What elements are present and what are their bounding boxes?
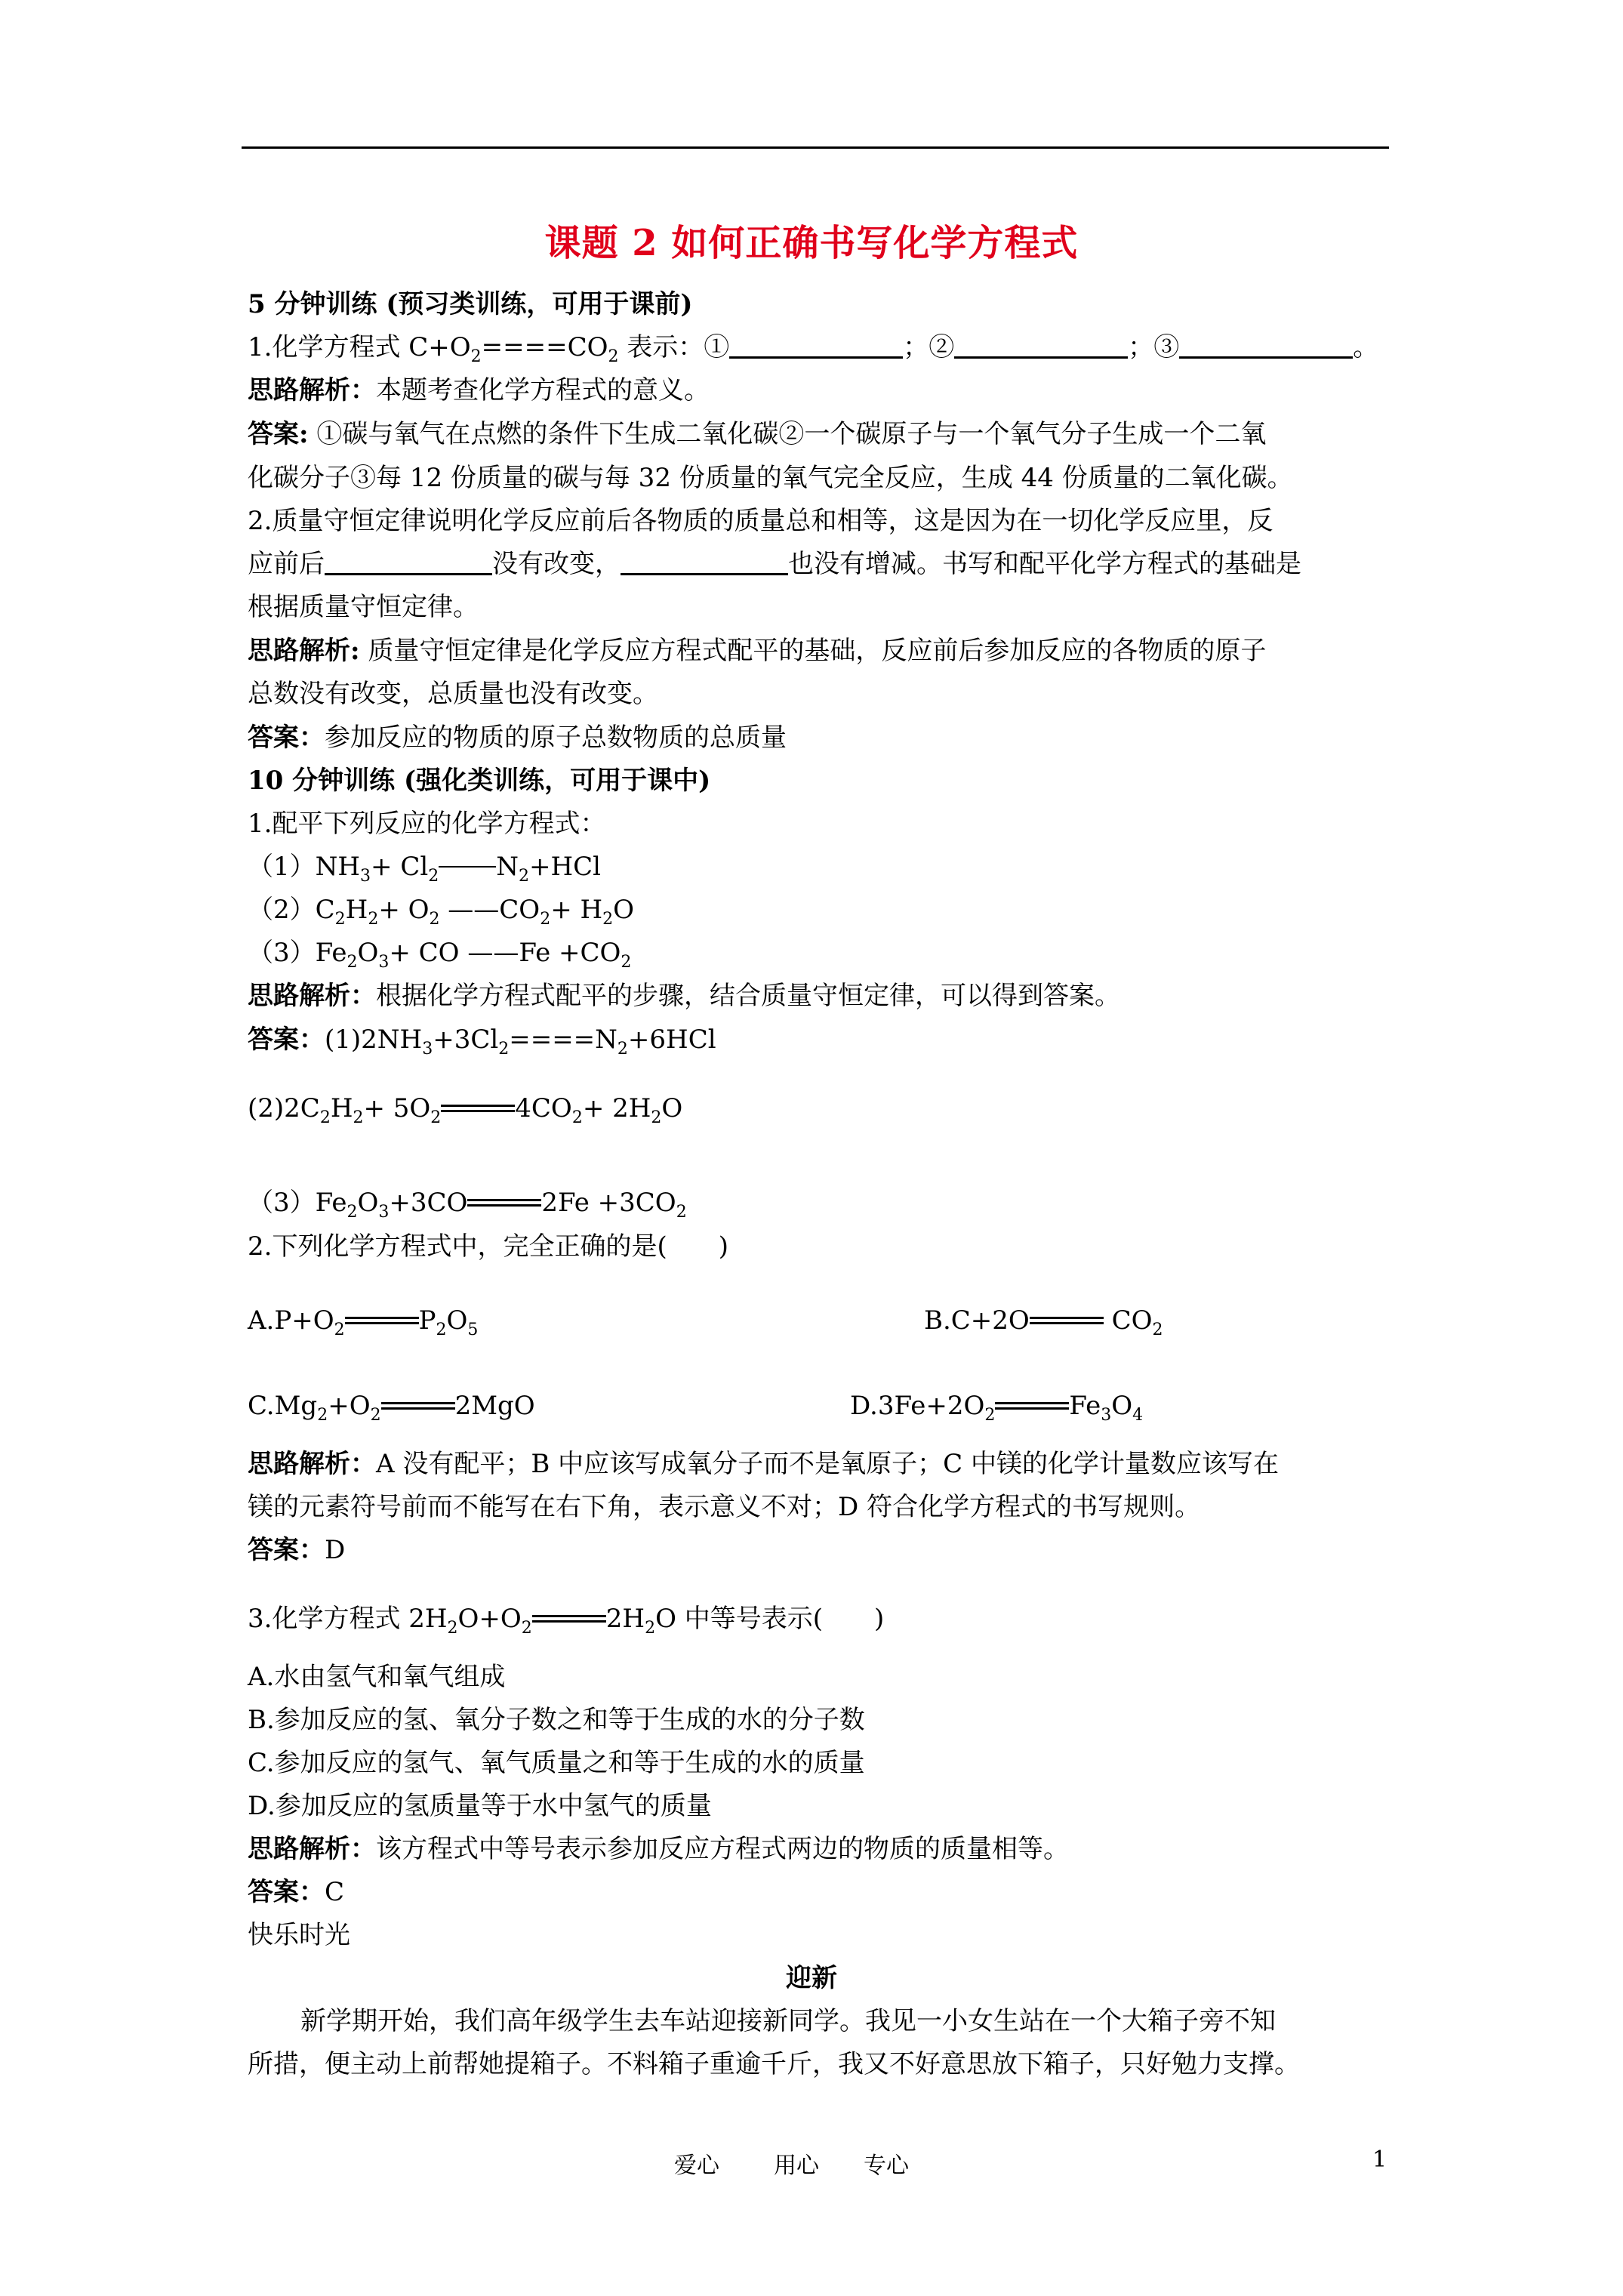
answer-blank[interactable] bbox=[325, 549, 492, 575]
option-d[interactable]: $D.3Fe+2O_2$ $Fe_3O_4$ bbox=[850, 1391, 1144, 1425]
question-2: 2.质量守恒定律说明化学反应前后各物质的质量总和相等，这是因为在一切化学反应里，反 bbox=[248, 506, 1273, 536]
answer-blank[interactable] bbox=[729, 332, 903, 359]
section-heading-10min: 10 分钟训练 (强化类训练，可用于课中) bbox=[248, 766, 711, 796]
choice-question-3: 3.化学方程式 $2H_2O+O_2$ $2H_2O$ 中等号表示( ) bbox=[248, 1604, 885, 1638]
reaction-equals bbox=[467, 1199, 541, 1207]
answer: 答案：$(1)2NH_3+3Cl_2====N_2+6HCl$ bbox=[248, 1025, 716, 1059]
analysis-continued: 镁的元素符号前而不能写在右下角，表示意义不对；D 符合化学方程式的书写规则。 bbox=[248, 1492, 1201, 1522]
story-title: 迎新 bbox=[786, 1963, 837, 1993]
answer: 答案：C bbox=[248, 1877, 345, 1907]
analysis-continued: 总数没有改变，总质量也没有改变。 bbox=[248, 679, 658, 709]
page-number: 1 bbox=[1372, 2147, 1387, 2173]
header-rule bbox=[242, 146, 1389, 149]
analysis: 思路解析: 质量守恒定律是化学反应方程式配平的基础，反应前后参加反应的各物质的原子 bbox=[248, 636, 1267, 666]
reaction-dash bbox=[439, 866, 496, 868]
option-a[interactable]: $A.P+O_2$ $P_2O_5$ bbox=[248, 1305, 479, 1339]
analysis: 思路解析：根据化学方程式配平的步骤，结合质量守恒定律，可以得到答案。 bbox=[248, 981, 1120, 1011]
analysis: 思路解析：本题考查化学方程式的意义。 bbox=[248, 375, 710, 405]
option-b[interactable]: B.C+2O $CO_2$ bbox=[924, 1305, 1163, 1339]
reaction-equals bbox=[441, 1105, 515, 1112]
answer: 答案：D bbox=[248, 1535, 346, 1565]
reaction-equals bbox=[345, 1317, 419, 1324]
balance-question-stem: 1.配平下列反应的化学方程式： bbox=[248, 809, 606, 839]
answer-blank[interactable] bbox=[621, 549, 788, 575]
answer-continued: 化碳分子③每 12 份质量的碳与每 32 份质量的氧气完全反应，生成 44 份质量的二氧化碳。 bbox=[248, 463, 1293, 493]
reaction-equals bbox=[381, 1402, 455, 1410]
option-a[interactable]: A.水由氢气和氧气组成 bbox=[248, 1662, 506, 1692]
option-c[interactable]: C.参加反应的氢气、氧气质量之和等于生成的水的质量 bbox=[248, 1748, 865, 1778]
footer-slogan-2: 用心 bbox=[774, 2153, 819, 2179]
reaction-equals bbox=[532, 1615, 606, 1623]
answer-equation-3: $(3)Fe_2O_3+3CO$ $2Fe +3CO_2$ bbox=[248, 1188, 687, 1222]
answer-equation-2: $(2)2C_2H_2+ 5O_2$ $4CO_2+ 2H_2O$ bbox=[248, 1093, 683, 1127]
answer-blank[interactable] bbox=[1179, 332, 1353, 359]
analysis: 思路解析：A 没有配平；B 中应该写成氧分子而不是氧原子；C 中镁的化学计量数应该写在 bbox=[248, 1449, 1279, 1479]
page-title: 课题 2 如何正确书写化学方程式 bbox=[544, 222, 1079, 264]
question-2-line-3: 根据质量守恒定律。 bbox=[248, 592, 479, 622]
option-c[interactable]: $C.Mg_2+O_2$ 2MgO bbox=[248, 1391, 535, 1425]
footer-slogan-3: 专心 bbox=[864, 2153, 909, 2179]
footer-slogan-1: 爱心 bbox=[674, 2153, 719, 2179]
choice-question-2: 2.下列化学方程式中，完全正确的是( ) bbox=[248, 1231, 728, 1262]
happy-time-label: 快乐时光 bbox=[248, 1920, 350, 1950]
answer: 答案：参加反应的物质的原子总数物质的总质量 bbox=[248, 723, 787, 753]
story-paragraph-continued: 所措，便主动上前帮她提箱子。不料箱子重逾千斤，我又不好意思放下箱子，只好勉力支撑。 bbox=[248, 2049, 1300, 2079]
reaction-equals bbox=[1030, 1317, 1104, 1324]
question-1: 1.化学方程式 $C+O_2====CO_2$ 表示：① ；② ；③ 。 bbox=[248, 332, 1379, 366]
option-b[interactable]: B.参加反应的氢、氧分子数之和等于生成的水的分子数 bbox=[248, 1705, 865, 1735]
section-heading-5min: 5 分钟训练 (预习类训练，可用于课前) bbox=[248, 289, 693, 319]
reaction-equals bbox=[995, 1402, 1069, 1410]
analysis: 思路解析：该方程式中等号表示参加反应方程式两边的物质的质量相等。 bbox=[248, 1834, 1069, 1864]
equation-1: $(1)NH_3+ Cl_2$ $N_2+HCl$ bbox=[248, 852, 602, 886]
answer-blank[interactable] bbox=[954, 332, 1128, 359]
equation-3: $(3)Fe_2O_3+$ CO ——Fe $+CO_2$ bbox=[248, 938, 632, 972]
answer: 答案: ①碳与氧气在点燃的条件下生成二氧化碳②一个碳原子与一个氧气分子生成一个二氧 bbox=[248, 419, 1267, 449]
equation-2: $(2)C_2H_2+ O_2$ $——CO_2+ H_2O$ bbox=[248, 895, 635, 929]
question-2-line-2: 应前后 没有改变， 也没有增减。书写和配平化学方程式的基础是 bbox=[248, 549, 1301, 579]
story-paragraph: 新学期开始，我们高年级学生去车站迎接新同学。我见一小女生站在一个大箱子旁不知 bbox=[300, 2006, 1276, 2036]
option-d[interactable]: D.参加反应的氢质量等于水中氢气的质量 bbox=[248, 1791, 712, 1821]
